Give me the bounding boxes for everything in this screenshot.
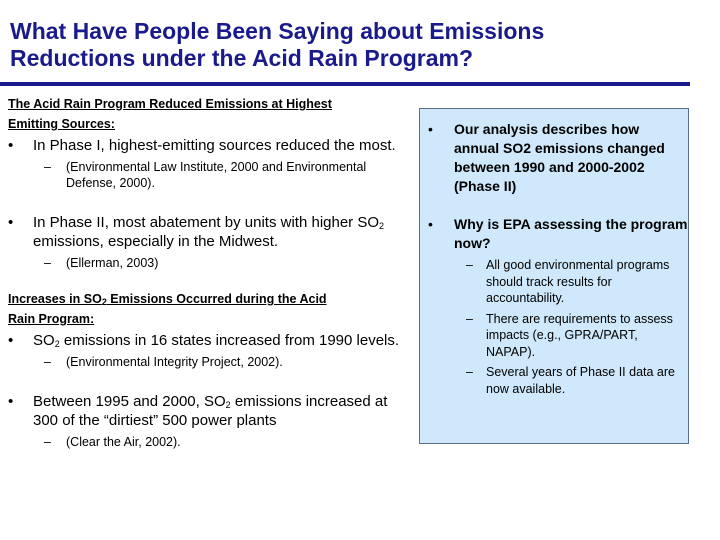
subscript-2: 2 <box>225 400 231 410</box>
bullet-16-states-pre: SO <box>33 332 55 349</box>
sub-bullet-eli-text: (Environmental Law Institute, 2000 and Environmental Defense, 2000). <box>66 160 367 190</box>
dash-icon: – <box>44 160 51 174</box>
bullet-dirtiest-plants-text <box>33 393 387 429</box>
callout-sub-phase-2-data-text: Several years of Phase II data are now available. <box>486 365 675 396</box>
section-heading-reduced-line-1: The Acid Rain Program Reduced Emissions at Highest <box>8 97 332 111</box>
slide-title <box>10 18 700 72</box>
dash-icon: – <box>466 311 473 326</box>
callout-bullet-why <box>420 215 688 253</box>
callout-sub-accountability <box>420 257 688 307</box>
callout-sub-requirements-text: There are requirements to assess impacts (e.g., GPRA/PART, NAPAP). <box>486 311 673 359</box>
callout-sub-phase-2-data <box>420 364 688 397</box>
slide-title-line-2: Reductions under the Acid Rain Program? <box>10 45 474 71</box>
dash-icon: – <box>466 365 473 379</box>
subscript-2: 2 <box>54 339 60 349</box>
sub-bullet-eli <box>8 159 403 191</box>
callout-bullet-analysis-text: Our analysis describes how annual SO2 emissions changed between 1990 and 2000-2002 (Phase II) <box>454 121 665 194</box>
bullet-phase-2-text <box>33 214 384 250</box>
bullet-icon: • <box>8 214 14 231</box>
heading-increases-pre: Increases in SO <box>8 292 102 306</box>
dash-icon: – <box>44 435 51 449</box>
sub-bullet-clear-the-air <box>8 434 403 450</box>
sub-bullet-clear-the-air-text: (Clear the Air, 2002). <box>66 435 181 449</box>
section-heading-increases-line-1 <box>8 289 403 309</box>
title-divider <box>0 82 690 86</box>
section-heading-increases <box>8 289 403 329</box>
callout-sub-requirements <box>420 311 688 361</box>
subscript-2: 2 <box>379 221 385 231</box>
bullet-phase-2-text-pre: In Phase II, most abatement by units with higher SO <box>33 214 380 231</box>
bullet-phase-2 <box>8 213 403 251</box>
section-heading-reduced <box>8 94 403 134</box>
bullet-icon: • <box>8 393 14 410</box>
bullet-phase-1 <box>8 136 403 155</box>
bullet-icon: • <box>428 121 433 137</box>
bullet-icon: • <box>8 137 14 154</box>
subscript-2: 2 <box>101 297 107 307</box>
bullet-phase-1-text: In Phase I, highest-emitting sources reduced the most. <box>33 137 396 154</box>
left-column <box>8 94 403 450</box>
bullet-icon: • <box>8 332 14 349</box>
callout-bullet-analysis <box>420 120 688 196</box>
slide-title-line-1: What Have People Been Saying about Emissions <box>10 18 545 44</box>
dash-icon: – <box>44 355 51 369</box>
sub-bullet-eip-text: (Environmental Integrity Project, 2002). <box>66 355 283 369</box>
analysis-callout-box <box>419 108 689 444</box>
bullet-16-states <box>8 331 403 350</box>
sub-bullet-eip <box>8 354 403 370</box>
dash-icon: – <box>466 258 473 272</box>
dash-icon: – <box>44 256 51 270</box>
bullet-16-states-post: emissions in 16 states increased from 1990 levels. <box>59 332 400 349</box>
section-heading-increases-line-2: Rain Program: <box>8 312 95 326</box>
bullet-dirtiest-pre: Between 1995 and 2000, SO <box>33 393 226 410</box>
heading-increases-post: Emissions Occurred during the Acid <box>106 292 327 306</box>
bullet-phase-2-text-post: emissions, especially in the Midwest. <box>33 233 279 250</box>
bullet-dirtiest-plants <box>8 392 403 430</box>
callout-bullet-why-text: Why is EPA assessing the program now? <box>454 216 688 251</box>
bullet-dirtiest-post: emissions increased at 300 of the “dirtiest” 500 power plants <box>33 393 388 429</box>
bullet-16-states-text <box>33 332 399 349</box>
section-heading-reduced-line-2: Emitting Sources: <box>8 117 115 131</box>
bullet-icon: • <box>428 216 433 232</box>
sub-bullet-ellerman-text: (Ellerman, 2003) <box>66 256 159 270</box>
callout-sub-accountability-text: All good environmental programs should track results for accountability. <box>486 258 670 305</box>
sub-bullet-ellerman <box>8 255 403 271</box>
